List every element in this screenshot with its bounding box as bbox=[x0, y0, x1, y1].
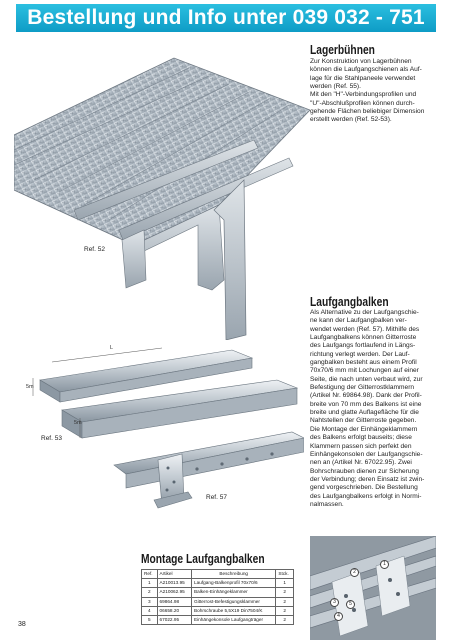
table-header-row bbox=[142, 570, 294, 579]
header-banner bbox=[16, 4, 436, 32]
ref-57-label: Ref. 57 bbox=[206, 494, 227, 501]
table-cell: 2 bbox=[276, 615, 294, 624]
table-cell: 69864.98 bbox=[157, 597, 192, 606]
photo-badge-1: 1 bbox=[380, 560, 389, 569]
dimension-label-2: 5m bbox=[74, 420, 82, 426]
section-heading-lagerbuehnen: Lagerbühnen bbox=[310, 43, 375, 57]
table-row bbox=[142, 579, 294, 588]
header-title: Bestellung und Info unter 039 032 - 751 bbox=[27, 6, 425, 29]
photo-badge-5: 5 bbox=[346, 600, 355, 609]
photo-badge-3: 3 bbox=[330, 598, 339, 607]
page-number: 38 bbox=[18, 621, 26, 628]
table-cell: Einhängekonsole Laufgangträger bbox=[192, 615, 276, 624]
photo-badge-4: 4 bbox=[334, 612, 343, 621]
ref-53-label: Ref. 53 bbox=[41, 435, 62, 442]
beam-illustration bbox=[22, 340, 304, 540]
column-header: Ref. bbox=[142, 570, 158, 579]
table-cell: 5 bbox=[142, 615, 158, 624]
section-heading-laufgangbalken: Laufgangbalken bbox=[310, 295, 389, 309]
section-text-lagerbuehnen: Zur Konstruktion von Lagerbühnen können die Laufgangschienen als Auf- lage für die Stahlpaneele verwendet werden (Ref. 55). Mit den "H"-Verbindungsprofilen und "U"-Abschlußprofilen können durch- gehende Flächen beliebiger Dimension erstellt werden (Ref. 52-53). bbox=[310, 58, 425, 124]
table-cell: A210062.95 bbox=[157, 588, 192, 597]
column-header: Beschreibung bbox=[192, 570, 276, 579]
table-cell: 2 bbox=[142, 588, 158, 597]
table-cell: 2 bbox=[276, 588, 294, 597]
table-cell: Bohrschraube 5,5X19 Din7504/K bbox=[192, 606, 276, 615]
assembly-photo bbox=[310, 536, 436, 640]
table-cell: 1 bbox=[142, 579, 158, 588]
platform-illustration bbox=[14, 40, 310, 340]
column-header: Stck. bbox=[276, 570, 294, 579]
table-row bbox=[142, 615, 294, 624]
table-heading: Montage Laufgangbalken bbox=[141, 552, 265, 566]
dimension-label-l: L bbox=[110, 345, 114, 351]
table-cell: 4 bbox=[142, 606, 158, 615]
section-text-laufgangbalken: Als Alternative zu der Laufgangschie- ne kann der Laufgangbalken ver- wendet werden (Ref. 57). Mithilfe des Laufgangbalkens können Gitterroste des Laufgangs fortlaufend in Längs- richtung verlegt werden. Der Lauf- gangbalken besteht aus einem Profil 70x70/6 mm mit Lochungen auf einer Seite, die nach unten verbaut wird, zur Befestigung der Gitterrostklammern (Artikel Nr. 69864.98). Dank der Profil- breite von 70 mm des Balkens ist eine breite und glatte Auflagefläche für die Nahtstellen der Gitterroste gegeben. Die Montage der Einhängeklammern des Balkens erfolgt bauseits; diese Klammern passen sich perfekt den Einhängekonsolen der Laufgangschie- nen an (Artikel Nr. 67022.95). Zwei Bohrschrauben dienen zur Sicherung der Verbindung; deren Einsatz ist zwin- gend vorgeschrieben. Die Bestellung des Laufgangbalkens erfolgt in Normi- nalmassen. bbox=[310, 309, 425, 508]
table-cell: 06658.20 bbox=[157, 606, 192, 615]
dimension-label-1: 5m bbox=[26, 384, 34, 390]
column-header: Artikel bbox=[157, 570, 192, 579]
assembly-photo-drawing bbox=[310, 536, 436, 640]
table-cell: 2 bbox=[276, 597, 294, 606]
table-cell: Laufgang-Balkenprofil 70x70/6 bbox=[192, 579, 276, 588]
table-row bbox=[142, 588, 294, 597]
table-cell: Balken-Einhängeklammer bbox=[192, 588, 276, 597]
ref-52-label: Ref. 52 bbox=[84, 246, 105, 253]
table-cell: A210013.95 bbox=[157, 579, 192, 588]
photo-badge-2: 2 bbox=[350, 568, 359, 577]
table-cell: 3 bbox=[142, 597, 158, 606]
table-row bbox=[142, 606, 294, 615]
table-row bbox=[142, 597, 294, 606]
parts-table bbox=[141, 569, 294, 625]
table-cell: Gitterrost-Befestigungsklammer bbox=[192, 597, 276, 606]
table-cell: 1 bbox=[276, 579, 294, 588]
table-cell: 2 bbox=[276, 606, 294, 615]
table-cell: 67022.95 bbox=[157, 615, 192, 624]
